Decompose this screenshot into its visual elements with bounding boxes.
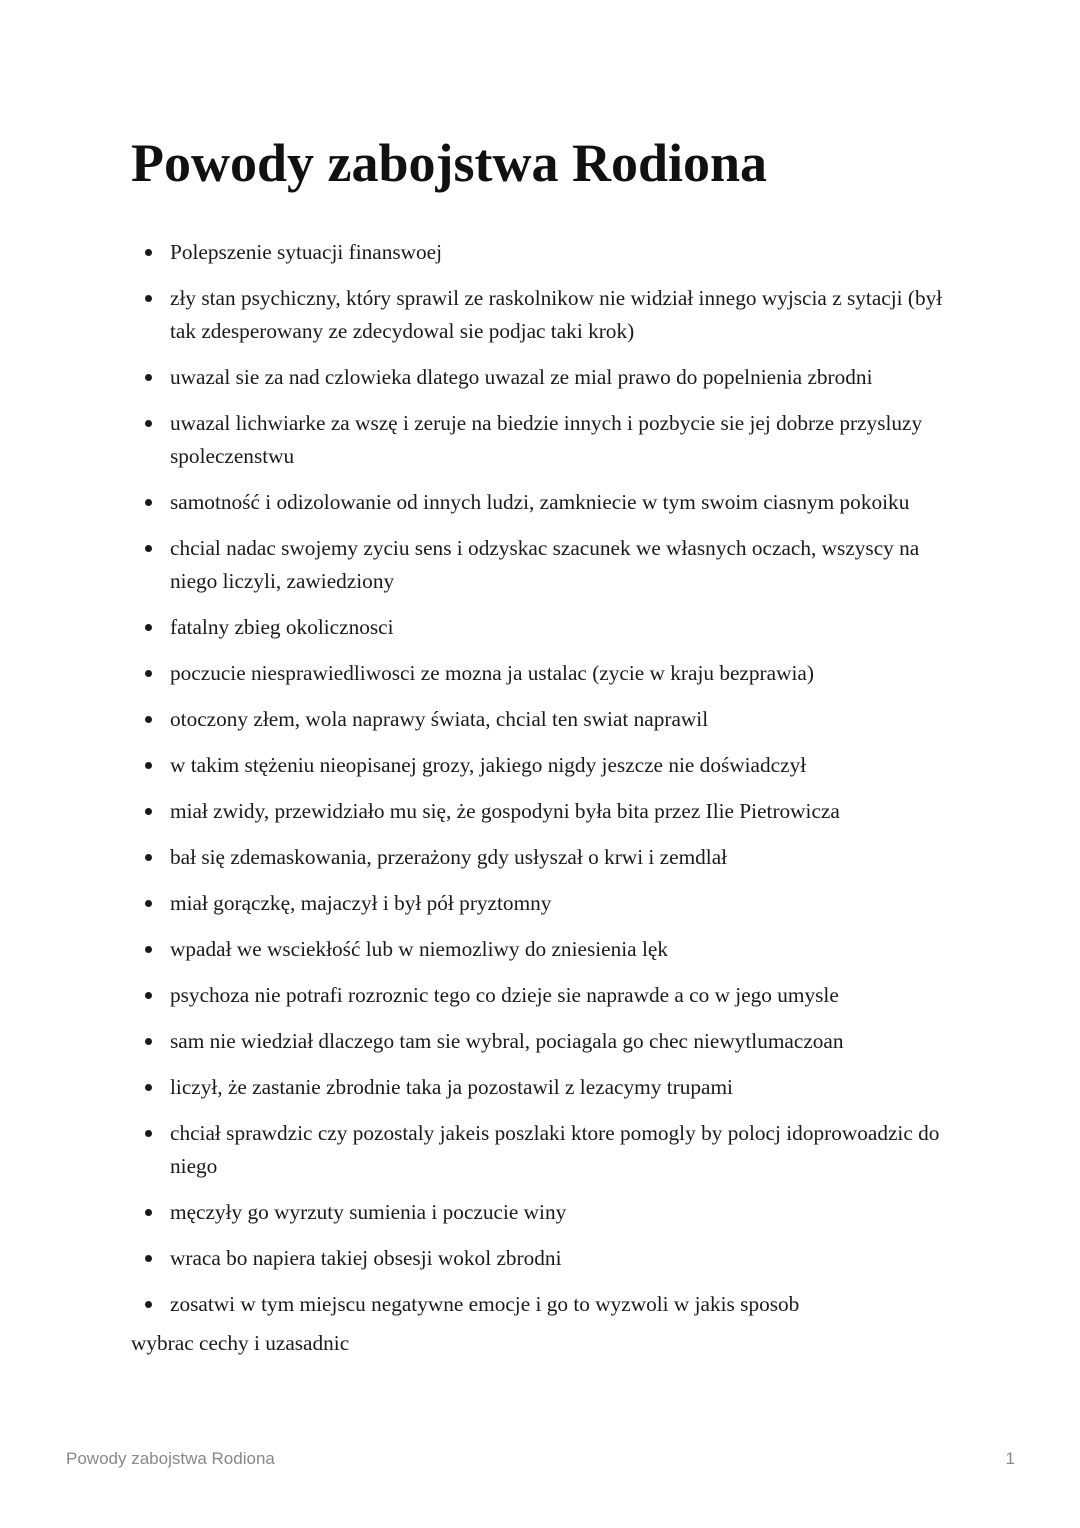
list-item: chcial nadac swojemy zyciu sens i odzyskac szacunek we własnych oczach, wszyscy na niego liczyli, zawiedziony [170, 532, 960, 598]
footer-document-title: Powody zabojstwa Rodiona [66, 1449, 275, 1468]
list-item: samotność i odizolowanie od innych ludzi, zamkniecie w tym swoim ciasnym pokoiku [170, 486, 960, 519]
list-item: miał zwidy, przewidziało mu się, że gospodyni była bita przez Ilie Pietrowicza [170, 795, 960, 828]
list-item: uwazal lichwiarke za wszę i zeruje na biedzie innych i pozbycie sie jej dobrze przysluzy spoleczenstwu [170, 407, 960, 473]
list-item: liczył, że zastanie zbrodnie taka ja pozostawil z lezacymy trupami [170, 1071, 960, 1104]
reasons-list [170, 236, 960, 1334]
list-item: wraca bo napiera takiej obsesji wokol zbrodni [170, 1242, 960, 1275]
page-title: Powody zabojstwa Rodiona [131, 133, 768, 193]
list-item: chciał sprawdzic czy pozostaly jakeis poszlaki ktore pomogly by polocj idoprowoadzic do niego [170, 1117, 960, 1183]
list-item: psychoza nie potrafi rozroznic tego co dzieje sie naprawde a co w jego umysle [170, 979, 960, 1012]
list-item: bał się zdemaskowania, przerażony gdy usłyszał o krwi i zemdlał [170, 841, 960, 874]
list-item: zły stan psychiczny, który sprawil ze raskolnikow nie widział innego wyjscia z sytacji (był tak zdesperowany ze zdecydowal sie podjac taki krok) [170, 282, 960, 348]
list-item: w takim stężeniu nieopisanej grozy, jakiego nigdy jeszcze nie doświadczył [170, 749, 960, 782]
list-item: zosatwi w tym miejscu negatywne emocje i go to wyzwoli w jakis sposob [170, 1288, 960, 1321]
list-item: sam nie wiedział dlaczego tam sie wybral, pociagala go chec niewytlumaczoan [170, 1025, 960, 1058]
list-item: uwazal sie za nad czlowieka dlatego uwazal ze mial prawo do popelnienia zbrodni [170, 361, 960, 394]
list-item: męczyły go wyrzuty sumienia i poczucie winy [170, 1196, 960, 1229]
list-item: wpadał we wsciekłość lub w niemozliwy do zniesienia lęk [170, 933, 960, 966]
list-item: otoczony złem, wola naprawy świata, chcial ten swiat naprawil [170, 703, 960, 736]
closing-note: wybrac cechy i uzasadnic [131, 1331, 350, 1355]
list-item: fatalny zbieg okolicznosci [170, 611, 960, 644]
list-item: poczucie niesprawiedliwosci ze mozna ja ustalac (zycie w kraju bezprawia) [170, 657, 960, 690]
list-item: Polepszenie sytuacji finanswoej [170, 236, 960, 269]
footer-page-number: 1 [1005, 1449, 1015, 1468]
list-item: miał gorączkę, majaczył i był pół pryztomny [170, 887, 960, 920]
